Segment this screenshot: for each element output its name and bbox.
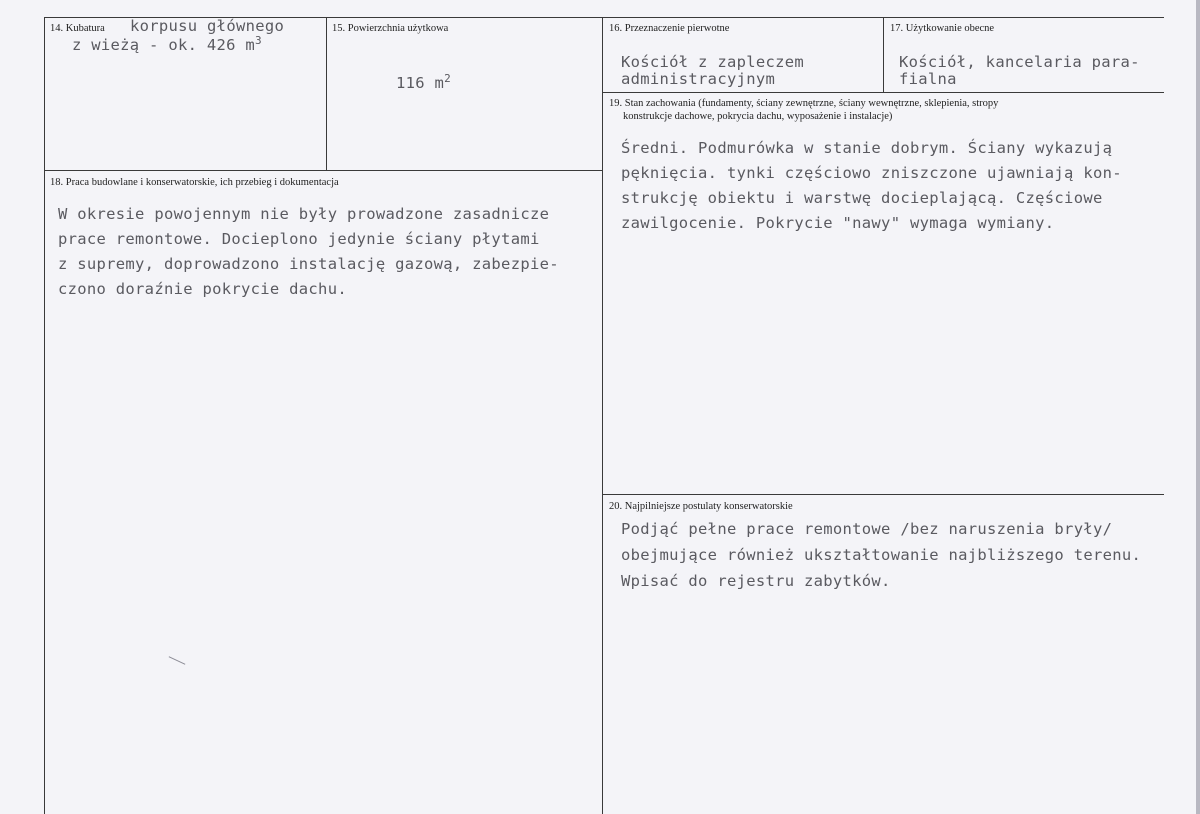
field-15-value [396,72,451,92]
field-20-line: Podjąć pełne prace remontowe /bez naruszenia bryły/ [621,520,1113,538]
field-18-line: prace remontowe. Docieplono jedynie ściany płytami [58,230,540,248]
field-17-value-line1: Kościół, kancelaria para- [899,53,1140,71]
field-15-label: 15. Powierzchnia użytkowa [332,23,449,34]
vline-center [602,17,603,814]
vline-14-15 [326,17,327,171]
field-19-line: zawilgocenie. Pokrycie "nawy" wymaga wymiany. [621,214,1055,232]
field-20-label: 20. Najpilniejsze postulaty konserwatorskie [609,501,793,512]
field-20-line: Wpisać do rejestru zabytków. [621,572,891,590]
field-18-line: W okresie powojennym nie były prowadzone zasadnicze [58,205,550,223]
field-14-value-text: z wieżą - ok. 426 m [72,36,256,55]
field-19-line: pęknięcia. tynki częściowo zniszczone ujawniają kon- [621,164,1122,182]
field-14-value-line1: korpusu głównego [130,17,285,35]
field-19-line: Średni. Podmurówka w stanie dobrym. Ściany wykazują [621,139,1113,157]
card-edge [1196,0,1200,814]
vline-16-17 [883,17,884,93]
field-19-label-line1: 19. Stan zachowania (fundamenty, ściany zewnętrzne, ściany wewnętrzne, sklepienia, stropy [609,98,999,109]
field-16-value-line2: administracyjnym [621,70,776,88]
stray-pencil-mark [169,656,186,665]
rule-right-20 [602,494,1164,495]
field-19-line: strukcję obiektu i warstwę docieplającą. Częściowe [621,189,1103,207]
field-17-label: 17. Użytkowanie obecne [890,23,995,34]
field-15-unit-sup: 2 [444,72,452,85]
field-18-line: czono doraźnie pokrycie dachu. [58,280,347,298]
field-14-value-line2 [72,34,262,54]
field-15-value-text: 116 m [396,74,445,93]
field-17-value-line2: fialna [899,70,957,88]
field-16-label: 16. Przeznaczenie pierwotne [609,23,730,34]
field-16-value-line1: Kościół z zapleczem [621,53,805,71]
field-18-line: z supremy, doprowadzono instalację gazową, zabezpie- [58,255,559,273]
field-20-line: obejmujące również ukształtowanie najbliższego terenu. [621,546,1142,564]
vline-left [44,17,45,814]
field-18-label: 18. Praca budowlane i konserwatorskie, ich przebieg i dokumentacja [50,177,339,188]
mid-rule-left [44,170,602,171]
field-14-unit-sup: 3 [255,34,262,47]
field-19-label-line2: konstrukcje dachowe, pokrycia dachu, wyposażenie i instalacje) [623,111,893,122]
field-14-label: 14. Kubatura [50,23,105,34]
